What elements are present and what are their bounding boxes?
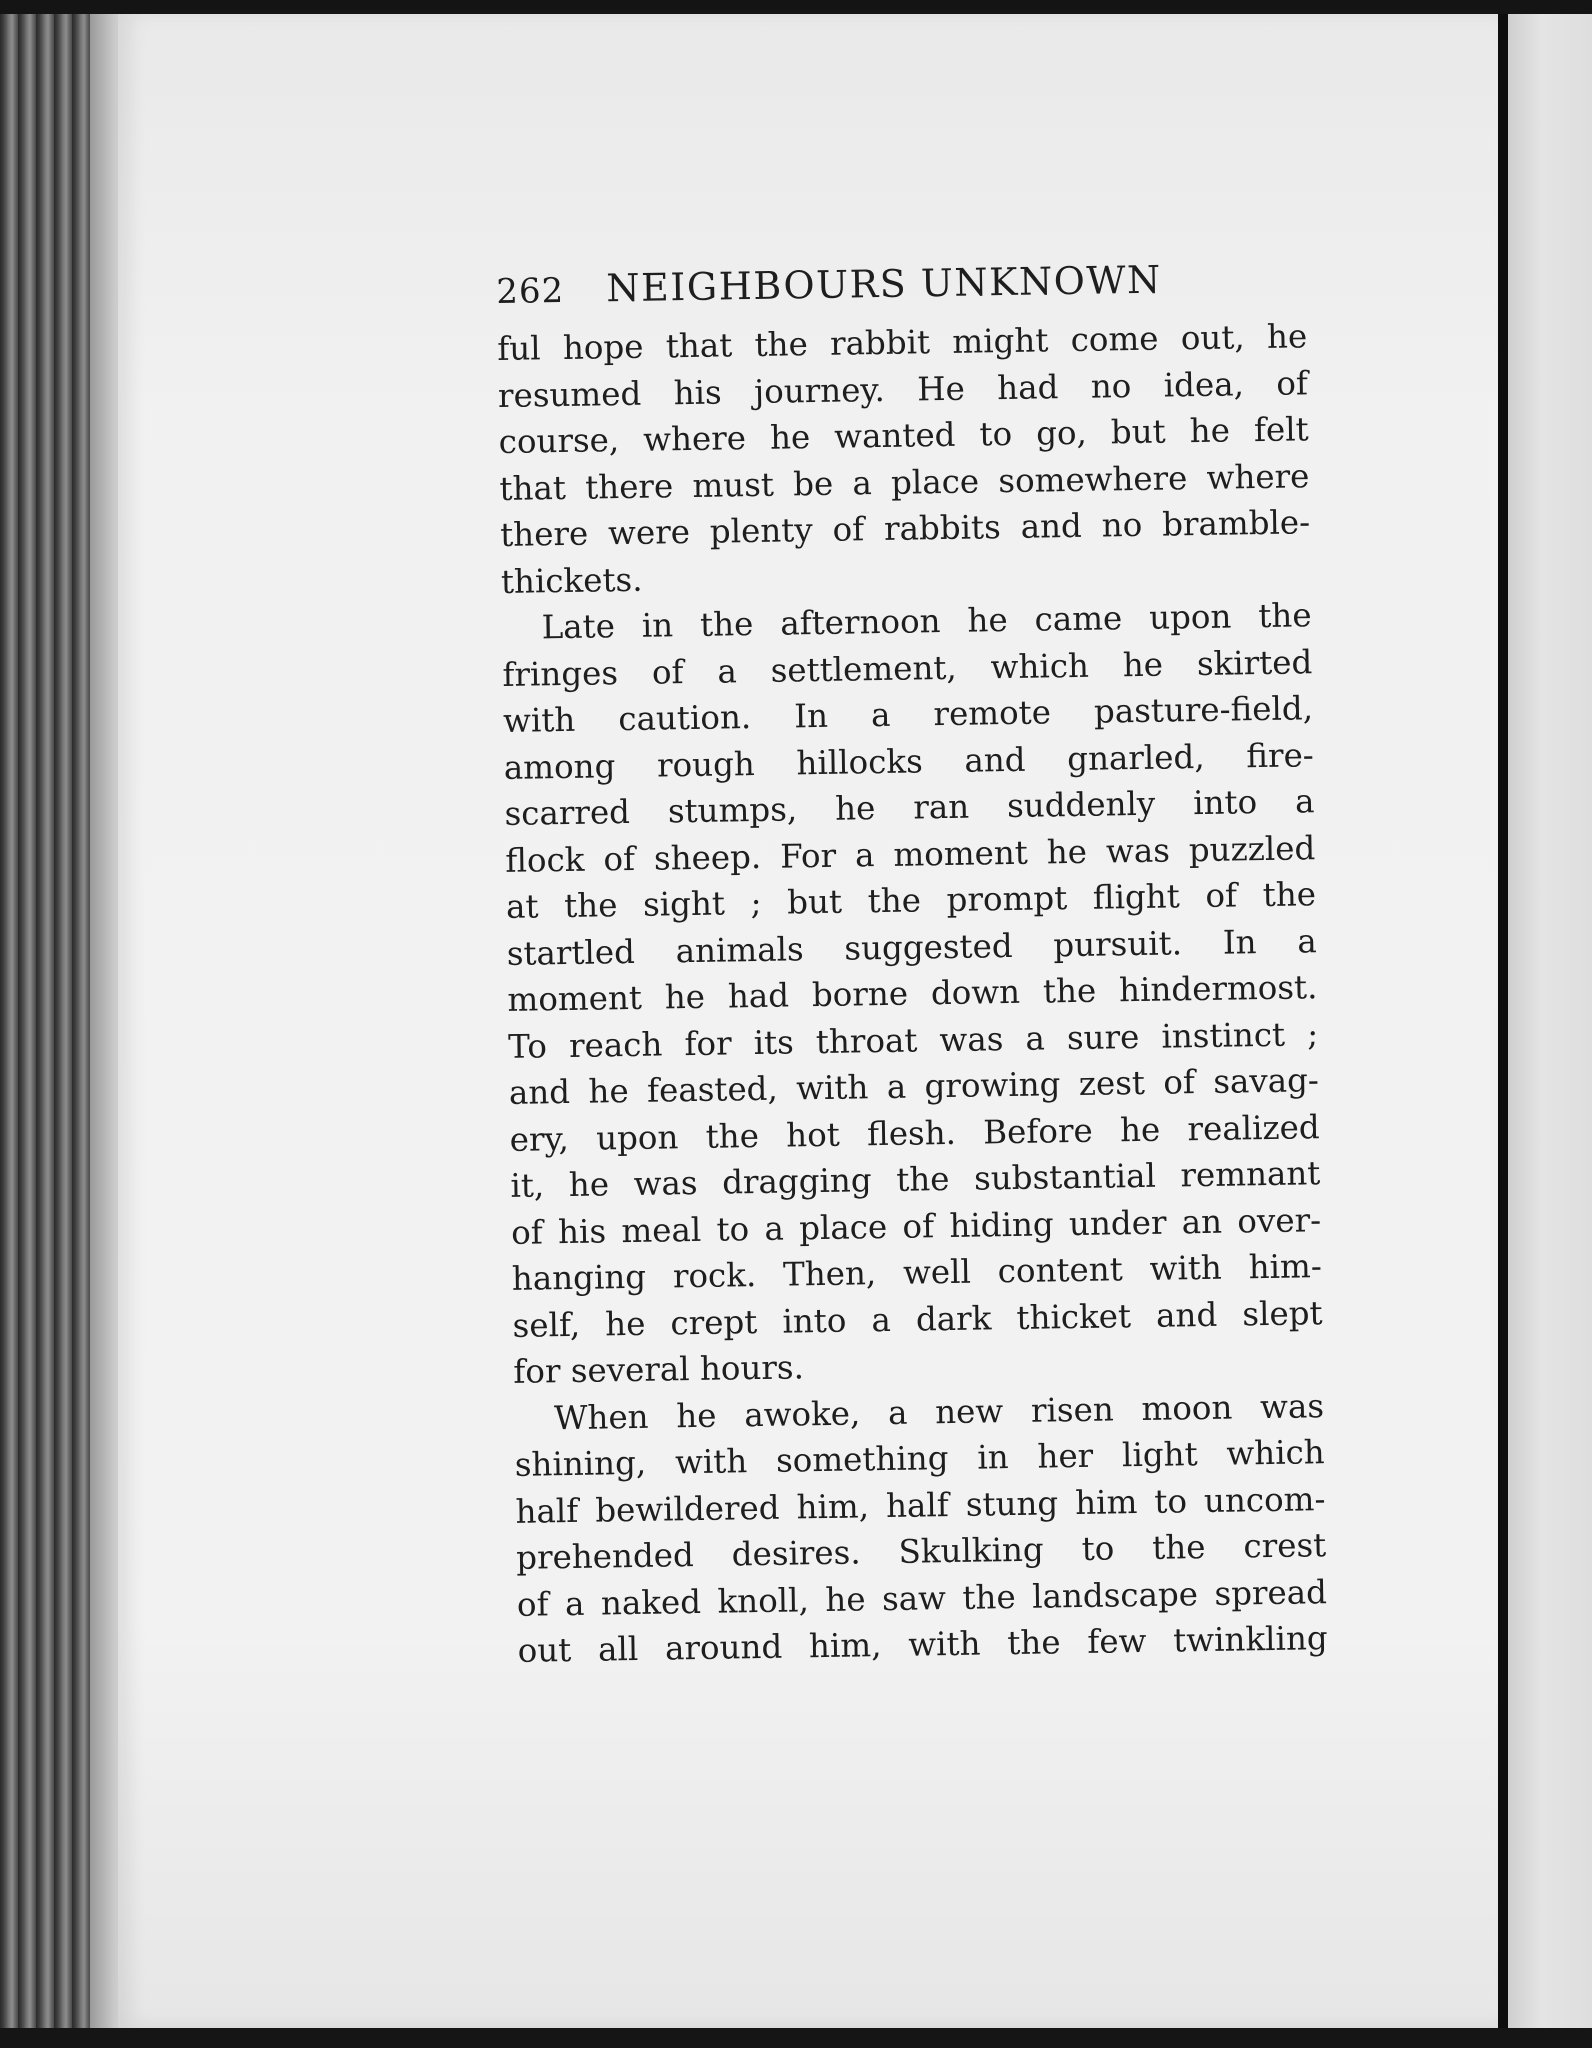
text-line: fringes of a settlement, which he skirted bbox=[502, 642, 1313, 694]
text-line: Late in the afternoon he came upon the bbox=[541, 596, 1312, 647]
text-line: flock of sheep. For a moment he was puzzled bbox=[505, 828, 1316, 880]
text-line: there were plenty of rabbits and no bramble- bbox=[499, 503, 1311, 554]
scan-bottom-border bbox=[0, 2028, 1592, 2048]
text-line: among rough hillocks and gnarled, fire- bbox=[503, 735, 1315, 787]
text-line: hanging rock. Then, well content with him- bbox=[511, 1247, 1323, 1298]
paragraph-2 bbox=[501, 592, 1323, 1395]
text-line: course, where he wanted to go, but he felt bbox=[498, 410, 1309, 461]
running-title: NEIGHBOURS UNKNOWN bbox=[605, 257, 1163, 311]
text-line: with caution. In a remote pasture-field, bbox=[502, 689, 1314, 740]
text-line: for several hours. bbox=[513, 1348, 805, 1391]
text-line: startled animals suggested pursuit. In a bbox=[506, 921, 1317, 973]
text-line: shining, with something in her light which bbox=[514, 1433, 1326, 1484]
text-line: thickets. bbox=[500, 560, 643, 601]
text-line: When he awoke, a new risen moon was bbox=[553, 1386, 1325, 1437]
text-line: that there must be a place somewhere where bbox=[499, 456, 1310, 508]
text-line: it, he was dragging the substantial remnant bbox=[510, 1154, 1321, 1205]
text-line: half bewildered him, half stung him to uncom- bbox=[515, 1479, 1326, 1531]
book-gutter bbox=[1498, 0, 1508, 2048]
text-line: moment he had borne down the hindermost. bbox=[507, 968, 1318, 1019]
book-page-edges bbox=[0, 0, 130, 2048]
page-number: 262 bbox=[496, 270, 565, 312]
facing-page-edge bbox=[1508, 14, 1592, 2034]
paragraph-3 bbox=[514, 1383, 1328, 1675]
scan-top-border bbox=[0, 0, 1592, 14]
text-line: at the sight ; but the prompt flight of the bbox=[505, 875, 1317, 926]
text-line: ful hope that the rabbit might come out, he bbox=[496, 317, 1308, 368]
text-line: of his meal to a place of hiding under an over- bbox=[510, 1200, 1322, 1252]
text-line: prehended desires. Skulking to the crest bbox=[515, 1526, 1327, 1577]
text-line: self, he crept into a dark thicket and slept bbox=[512, 1293, 1323, 1345]
paragraph-1 bbox=[497, 313, 1311, 605]
text-line: out all around him, with the few twinkling bbox=[517, 1619, 1328, 1670]
text-line: ery, upon the hot flesh. Before he realized bbox=[509, 1107, 1320, 1159]
text-line: and he feasted, with a growing zest of savag- bbox=[508, 1061, 1320, 1112]
text-line: resumed his journey. He had no idea, of bbox=[497, 363, 1309, 415]
text-line: To reach for its throat was a sure instinct ; bbox=[507, 1014, 1319, 1066]
text-block bbox=[496, 255, 1328, 1674]
text-line: scarred stumps, he ran suddenly into a bbox=[504, 782, 1315, 833]
text-line: of a naked knoll, he saw the landscape spread bbox=[516, 1572, 1328, 1624]
